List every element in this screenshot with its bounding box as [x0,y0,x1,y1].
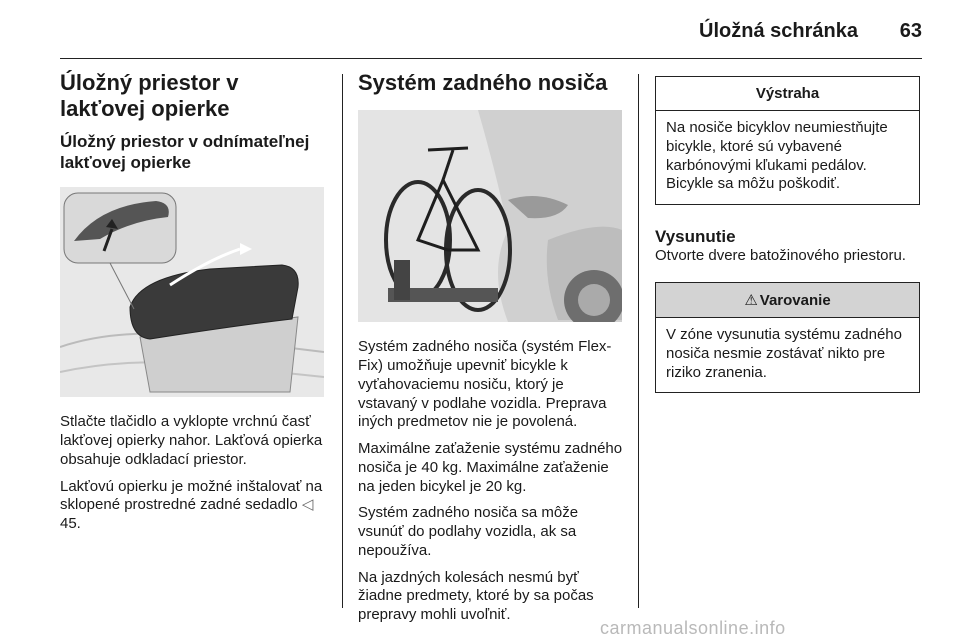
ref-page-link[interactable]: 45. [60,515,81,533]
warning-header [656,283,919,318]
column-divider-right [638,74,639,608]
caution-text: Na nosiče bicyklov neumiestňujte bicykle, ktoré sú vybavené karbónovými kľukami pedálov. Bicykle sa môžu poškodiť. [666,119,888,193]
extension-text: Otvorte dvere batožinového priestoru. [655,247,906,265]
caution-title: Výstraha [656,77,919,111]
carrier-paragraph-1: Systém zadného nosiča (systém Flex-Fix) umožňuje upevniť bicykle k vyťahovaciemu nosiču, ktorý je vstavaný v podlahe vozidla. Preprava iných predmetov nie je povolená. [358,338,612,431]
ref-arrow-icon[interactable]: ◁ [301,496,314,514]
header-divider [60,58,922,59]
bike-carrier-photo [358,110,622,322]
warning-triangle-icon: ⚠ [744,292,758,310]
carrier-paragraph-2: Maximálne zaťaženie systému zadného nosiča je 40 kg. Maximálne zaťaženie na jeden bicykel je 20 kg. [358,440,623,495]
warning-text: V zóne vysunutia systému zadného nosiča nesmie zostávať nikto pre riziko zranenia. [666,326,902,381]
page-number: 63 [899,20,922,42]
subsection-heading-armrest: Úložný priestor v odnímateľnej lakťovej opierke [60,131,310,173]
warning-title: Varovanie [759,292,831,310]
bike-carrier-drawing [358,110,622,322]
column-notices [655,76,920,415]
armrest-paragraph-2-text: Lakťovú opierku je možné inštalovať na sklopené prostredné zadné sedadlo [60,477,323,514]
column-divider-left [342,74,343,608]
armrest-drawing [60,187,324,397]
carrier-paragraph-4: Na jazdných kolesách nesmú byť žiadne predmety, ktoré by sa počas prepravy mohli uvoľniť. [358,568,594,624]
watermark: carmanualsonline.info [600,618,786,638]
armrest-paragraph-1: Stlačte tlačidlo a vyklopte vrchnú časť lakťovej opierky nahor. Lakťová opierka obsahuje odkladací priestor. [60,413,323,468]
carrier-paragraph-3: Systém zadného nosiča sa môže vsunúť do podlahy vozidla, ak sa nepoužíva. [358,504,579,559]
section-heading-armrest: Úložný priestor v lakťovej opierke [60,70,239,122]
extension-heading: Vysunutie [655,227,736,246]
armrest-paragraph-2 [60,478,326,534]
armrest-illustration [60,187,324,397]
column-armrest [60,70,326,542]
column-rear-carrier [358,70,624,633]
section-heading-rear-carrier: Systém zadného nosiča [358,70,608,95]
page-header-title: Úložná schránka [699,20,858,42]
warning-box [655,282,920,393]
caution-box [655,76,920,205]
